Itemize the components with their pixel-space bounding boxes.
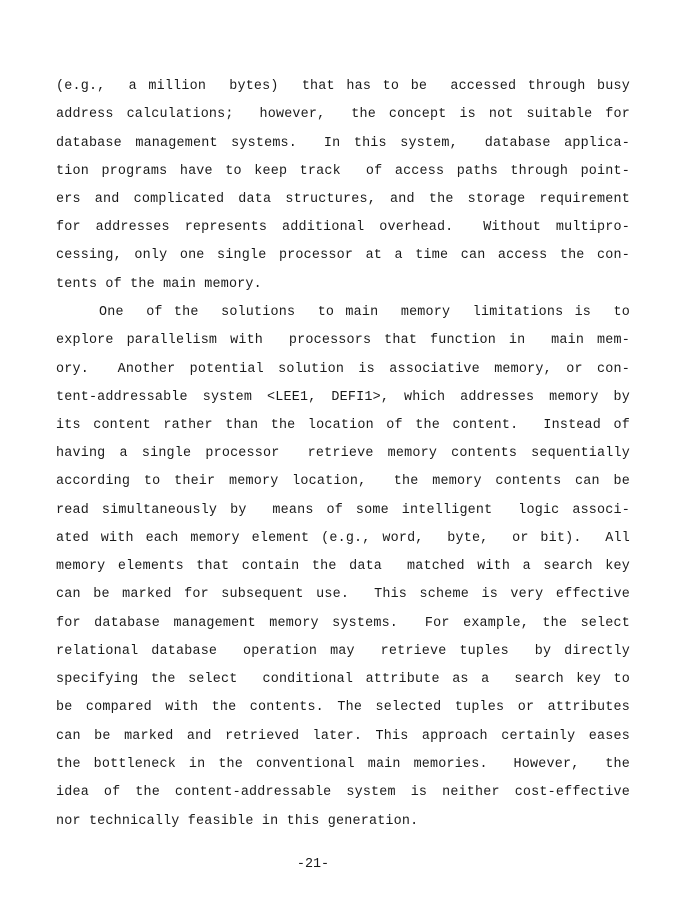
text-line: ated with each memory element (e.g., word, byte, or bit). All [56, 531, 630, 546]
text-line: ers and complicated data structures, and the storage requirement [56, 192, 630, 207]
text-line: relational database operation may retrieve tuples by directly [56, 644, 630, 659]
text-line: database management systems. In this system, database applica- [56, 136, 630, 151]
text-line: for database management memory systems. For example, the select [56, 616, 630, 631]
text-line: tents of the main memory. [56, 277, 262, 292]
text-line: can be marked for subsequent use. This scheme is very effective [56, 587, 630, 602]
text-line: cessing, only one single processor at a time can access the con- [56, 248, 630, 263]
text-line: explore parallelism with processors that function in main mem- [56, 333, 630, 348]
text-line: One of the solutions to main memory limitations is to [99, 305, 630, 320]
text-line: tion programs have to keep track of access paths through point- [56, 164, 630, 179]
text-line: having a single processor retrieve memory contents sequentially [56, 446, 630, 461]
text-line: can be marked and retrieved later. This approach certainly eases [56, 729, 630, 744]
text-line: the bottleneck in the conventional main memories. However, the [56, 757, 630, 772]
text-line: nor technically feasible in this generation. [56, 814, 419, 829]
text-line: be compared with the contents. The selected tuples or attributes [56, 700, 630, 715]
text-line: address calculations; however, the concept is not suitable for [56, 107, 630, 122]
text-line: memory elements that contain the data matched with a search key [56, 559, 630, 574]
text-line: its content rather than the location of the content. Instead of [56, 418, 630, 433]
text-line: according to their memory location, the memory contents can be [56, 474, 630, 489]
text-line: specifying the select conditional attribute as a search key to [56, 672, 630, 687]
text-line: tent-addressable system <LEE1, DEFI1>, which addresses memory by [56, 390, 630, 405]
text-line: read simultaneously by means of some intelligent logic associ- [56, 503, 630, 518]
page-number: -21- [296, 857, 330, 872]
text-line: for addresses represents additional overhead. Without multipro- [56, 220, 630, 235]
text-line: (e.g., a million bytes) that has to be accessed through busy [56, 79, 630, 94]
text-line: idea of the content-addressable system is neither cost-effective [56, 785, 630, 800]
text-line: ory. Another potential solution is associative memory, or con- [56, 362, 630, 377]
